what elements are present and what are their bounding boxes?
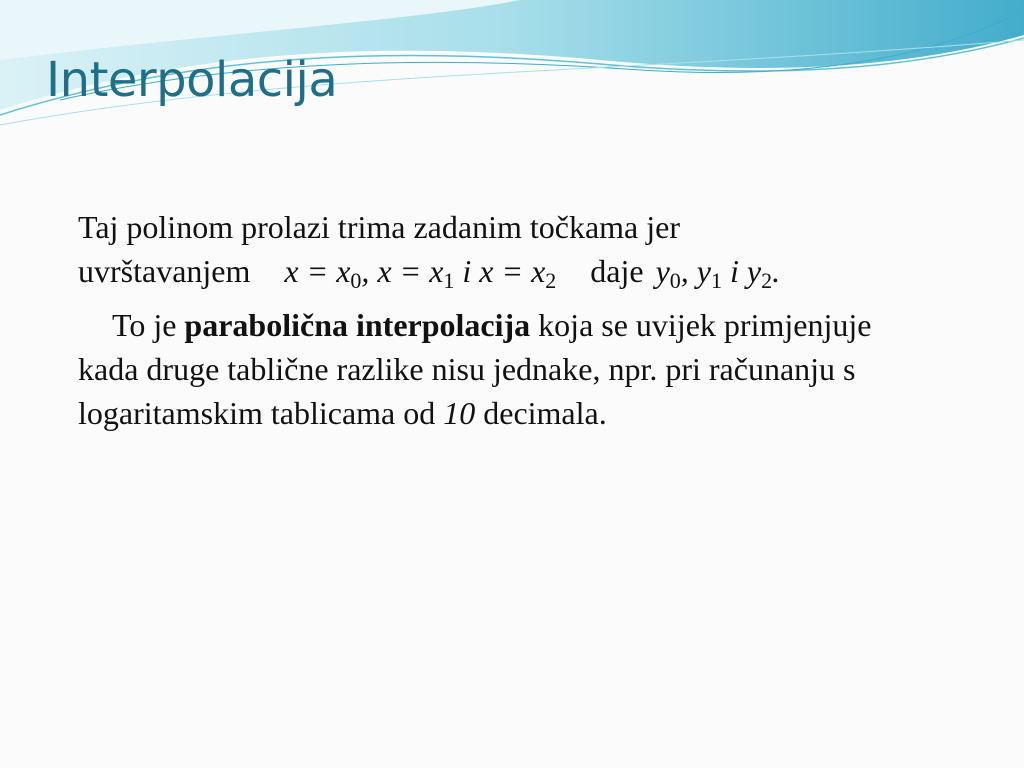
slide-title: Interpolacija xyxy=(46,52,338,108)
paragraph-1-line1: Taj polinom prolazi trima zadanim točkama jer xyxy=(78,209,680,245)
paragraph-1 xyxy=(78,205,938,303)
paragraph-2-lead: To je xyxy=(112,307,177,343)
paragraph-2 xyxy=(78,303,938,435)
paragraph-1-line2-prefix: uvrštavanjem xyxy=(78,253,251,289)
math-x-values: $x = x_0$, $x = x_1$ i $x = x_2$ xyxy=(284,253,557,293)
math-y-values: $y_0$, $y_1$ i $y_2$. xyxy=(655,253,781,293)
bold-term: parabolična interpolacija xyxy=(184,307,531,343)
paragraph-2-text1: koja se uvijek primjenjuje kada druge tablične razlike nisu jednake, npr. pri računanju s logaritamskim tablicama od xyxy=(78,307,872,431)
number-ten: 10 xyxy=(443,395,476,431)
slide-body xyxy=(78,205,938,435)
word-daje: daje xyxy=(590,253,644,289)
paragraph-2-text2: decimala. xyxy=(483,395,607,431)
